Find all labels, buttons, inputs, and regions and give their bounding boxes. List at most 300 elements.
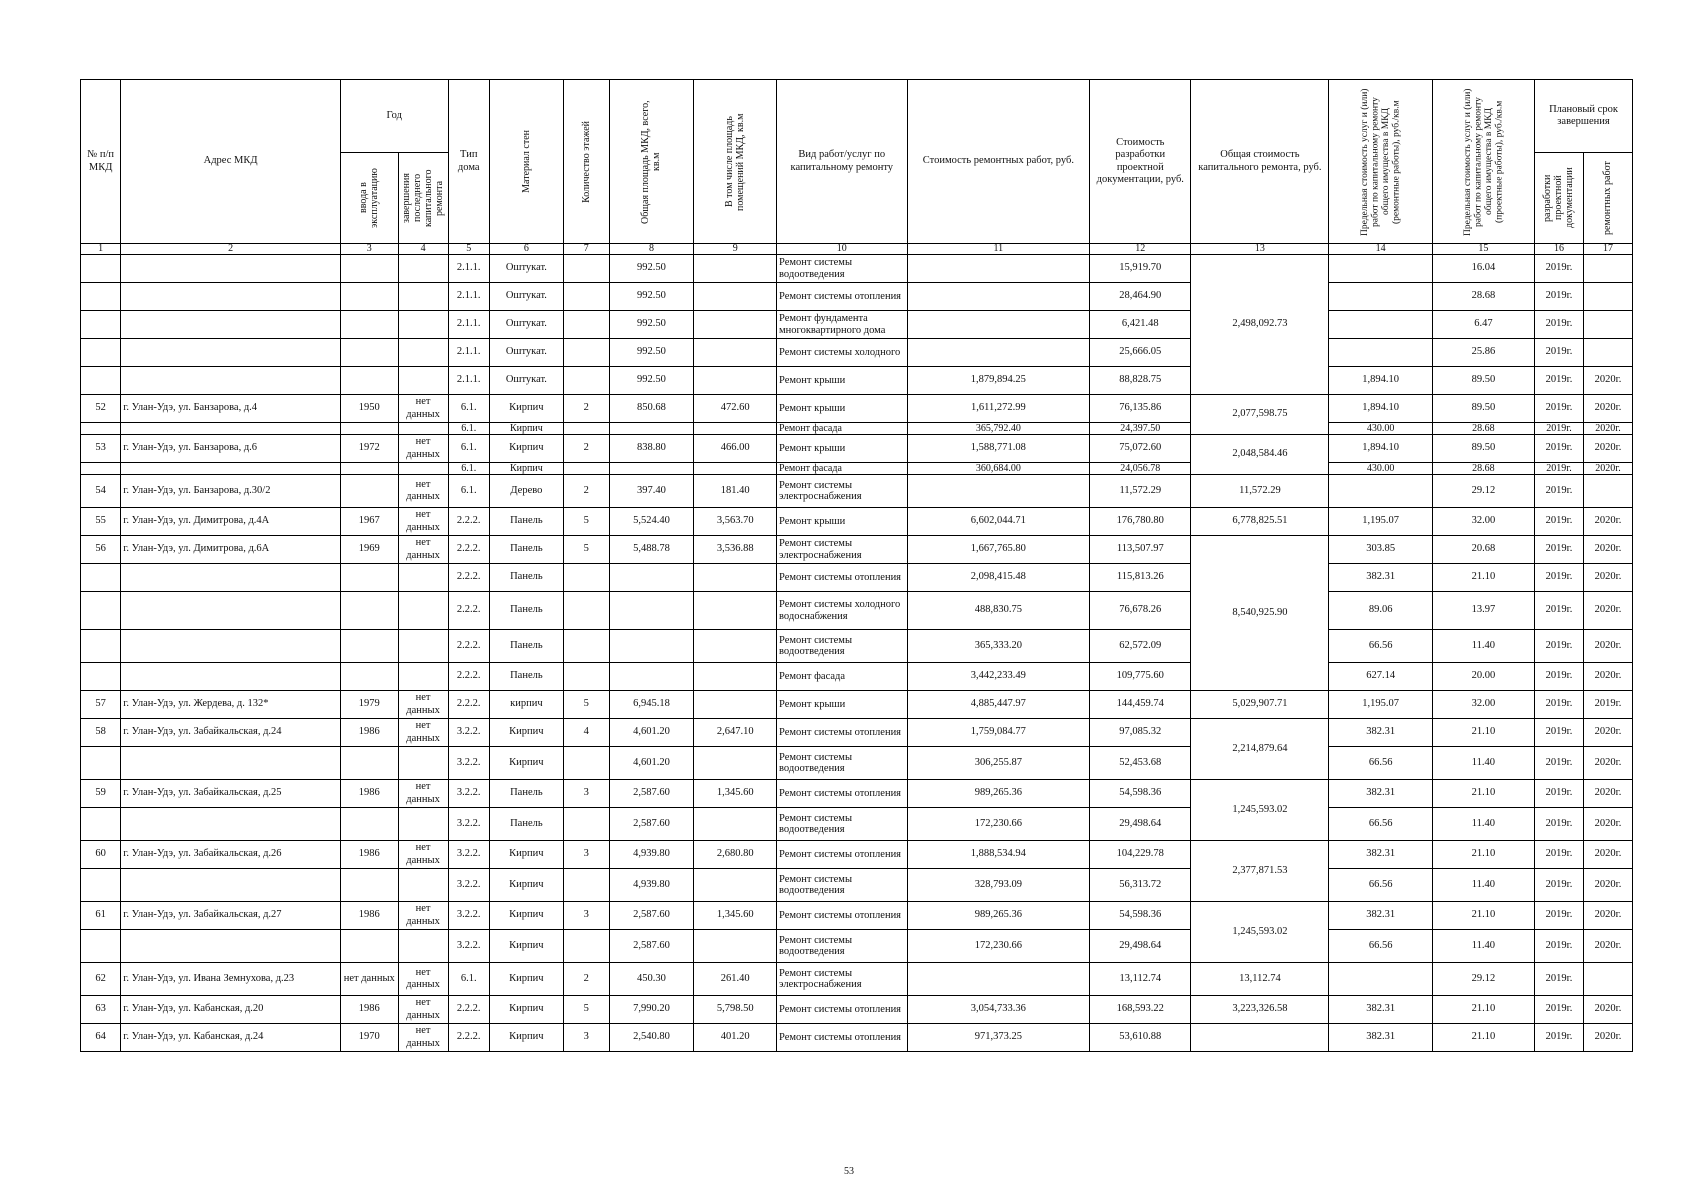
- table-cell: 2019г.: [1535, 463, 1584, 475]
- col-work-header: Вид работ/услуг по капитальному ремонту: [777, 80, 908, 244]
- table-cell: 11,572.29: [1090, 475, 1191, 508]
- table-cell: [121, 423, 341, 435]
- table-cell: 3,054,733.36: [907, 996, 1090, 1024]
- table-cell: 3: [563, 902, 609, 930]
- table-cell: [907, 255, 1090, 283]
- table-cell: 2019г.: [1535, 367, 1584, 395]
- table-cell: 401.20: [694, 1024, 777, 1052]
- col-limit-repair-header: [1329, 80, 1432, 244]
- table-cell: 6.1.: [448, 423, 489, 435]
- table-cell: 1,345.60: [694, 780, 777, 808]
- col-premises-area-label: В том числе площадь помещений МКД, кв.м: [724, 112, 747, 211]
- header-row-1: [81, 80, 1633, 153]
- table-cell: Ремонт крыши: [777, 367, 908, 395]
- table-row: [81, 311, 1633, 339]
- table-cell: 53: [81, 435, 121, 463]
- table-cell: [121, 930, 341, 963]
- total-cost-cell: 13,112.74: [1191, 963, 1329, 996]
- table-row: [81, 339, 1633, 367]
- total-cost-cell: 2,377,871.53: [1191, 841, 1329, 902]
- table-cell: [609, 592, 694, 630]
- table-cell: Оштукат.: [489, 339, 563, 367]
- total-cost-cell: 2,498,092.73: [1191, 255, 1329, 395]
- table-cell: Ремонт системы отопления: [777, 996, 908, 1024]
- table-cell: 3: [563, 841, 609, 869]
- table-cell: 28.68: [1432, 423, 1534, 435]
- table-cell: 13,112.74: [1090, 963, 1191, 996]
- table-cell: 6.47: [1432, 311, 1534, 339]
- table-cell: [340, 592, 398, 630]
- table-cell: [1583, 963, 1632, 996]
- table-cell: 66.56: [1329, 630, 1432, 663]
- table-cell: 2,587.60: [609, 930, 694, 963]
- table-cell: [81, 663, 121, 691]
- table-cell: [81, 283, 121, 311]
- col-repair-cost-header: Стоимость ремонтных работ, руб.: [907, 80, 1090, 244]
- table-cell: 5: [563, 691, 609, 719]
- table-cell: Кирпич: [489, 996, 563, 1024]
- table-cell: нет данных: [398, 780, 448, 808]
- table-cell: [398, 283, 448, 311]
- table-cell: г. Улан-Удэ, ул. Забайкальская, д.27: [121, 902, 341, 930]
- table-cell: 2019г.: [1535, 536, 1584, 564]
- table-cell: [398, 564, 448, 592]
- table-cell: 850.68: [609, 395, 694, 423]
- table-cell: 56: [81, 536, 121, 564]
- table-cell: 2019г.: [1535, 630, 1584, 663]
- table-cell: г. Улан-Удэ, ул. Жердева, д. 132*: [121, 691, 341, 719]
- table-cell: 2.1.1.: [448, 311, 489, 339]
- table-cell: [563, 630, 609, 663]
- col-year-header: Год: [340, 80, 448, 153]
- col-premises-area-header: [694, 80, 777, 244]
- column-number: 1: [81, 244, 121, 255]
- table-cell: Ремонт системы отопления: [777, 902, 908, 930]
- table-cell: [121, 367, 341, 395]
- table-cell: 992.50: [609, 367, 694, 395]
- table-cell: [609, 463, 694, 475]
- col-floors-label: Количество этажей: [580, 120, 592, 203]
- table-cell: [340, 630, 398, 663]
- table-cell: 992.50: [609, 311, 694, 339]
- table-cell: 1,894.10: [1329, 367, 1432, 395]
- table-cell: 430.00: [1329, 423, 1432, 435]
- table-cell: 2,647.10: [694, 719, 777, 747]
- table-cell: 11.40: [1432, 930, 1534, 963]
- table-cell: [398, 255, 448, 283]
- table-cell: 29.12: [1432, 963, 1534, 996]
- table-cell: 66.56: [1329, 930, 1432, 963]
- table-cell: 2,587.60: [609, 902, 694, 930]
- table-cell: 89.50: [1432, 367, 1534, 395]
- table-cell: [694, 592, 777, 630]
- table-cell: [398, 463, 448, 475]
- table-cell: Панель: [489, 508, 563, 536]
- table-cell: Панель: [489, 564, 563, 592]
- col-year-last-repair-header: [398, 153, 448, 244]
- table-cell: 24,056.78: [1090, 463, 1191, 475]
- table-cell: [1329, 339, 1432, 367]
- table-cell: 1986: [340, 719, 398, 747]
- table-cell: 3.2.2.: [448, 747, 489, 780]
- table-cell: 2,098,415.48: [907, 564, 1090, 592]
- table-cell: 2019г.: [1535, 592, 1584, 630]
- table-cell: Ремонт системы водоотведения: [777, 808, 908, 841]
- table-cell: 28,464.90: [1090, 283, 1191, 311]
- table-cell: 2020г.: [1583, 423, 1632, 435]
- table-cell: 29,498.64: [1090, 808, 1191, 841]
- table-cell: 2019г.: [1535, 747, 1584, 780]
- table-cell: 63: [81, 996, 121, 1024]
- table-row: [81, 564, 1633, 592]
- table-cell: [81, 592, 121, 630]
- col-limit-design-label: Предельная стоимость услуг и (или) работ по капитальному ремонту общего имущества в МКД (проектные работы), руб./кв.м: [1462, 87, 1504, 236]
- table-cell: 1,195.07: [1329, 508, 1432, 536]
- col-type-header: Тип дома: [448, 80, 489, 244]
- total-cost-cell: 2,214,879.64: [1191, 719, 1329, 780]
- table-cell: нет данных: [340, 963, 398, 996]
- table-cell: 4,939.80: [609, 869, 694, 902]
- table-cell: Ремонт системы водоотведения: [777, 747, 908, 780]
- table-cell: 28.68: [1432, 463, 1534, 475]
- table-cell: 2.2.2.: [448, 508, 489, 536]
- table-cell: 2020г.: [1583, 395, 1632, 423]
- table-cell: [340, 869, 398, 902]
- table-row: [81, 1024, 1633, 1052]
- col-year-last-repair-label: завершения последнего капитального ремонта: [401, 169, 446, 227]
- table-cell: Ремонт системы отопления: [777, 1024, 908, 1052]
- table-cell: [563, 930, 609, 963]
- table-cell: [121, 869, 341, 902]
- table-cell: 2.1.1.: [448, 255, 489, 283]
- table-cell: [121, 663, 341, 691]
- table-cell: 1,195.07: [1329, 691, 1432, 719]
- table-cell: [1329, 255, 1432, 283]
- table-cell: 1,345.60: [694, 902, 777, 930]
- table-cell: [694, 255, 777, 283]
- table-cell: 1,759,084.77: [907, 719, 1090, 747]
- total-cost-cell: 6,778,825.51: [1191, 508, 1329, 536]
- table-row: [81, 719, 1633, 747]
- table-cell: [563, 663, 609, 691]
- table-row: [81, 508, 1633, 536]
- table-cell: 1950: [340, 395, 398, 423]
- table-row: [81, 592, 1633, 630]
- table-cell: 2.2.2.: [448, 564, 489, 592]
- col-material-header: [489, 80, 563, 244]
- table-cell: 5,798.50: [694, 996, 777, 1024]
- table-row: [81, 963, 1633, 996]
- table-cell: 1986: [340, 841, 398, 869]
- table-row: [81, 747, 1633, 780]
- table-cell: [1329, 963, 1432, 996]
- table-cell: Ремонт системы водоотведения: [777, 255, 908, 283]
- table-cell: Панель: [489, 536, 563, 564]
- table-cell: 989,265.36: [907, 902, 1090, 930]
- table-cell: 176,780.80: [1090, 508, 1191, 536]
- document-page: [80, 79, 1633, 1052]
- table-cell: 2019г.: [1535, 691, 1584, 719]
- table-cell: 24,397.50: [1090, 423, 1191, 435]
- table-cell: 21.10: [1432, 902, 1534, 930]
- table-cell: Ремонт фундамента многоквартирного дома: [777, 311, 908, 339]
- table-cell: 2019г.: [1535, 283, 1584, 311]
- table-cell: [340, 463, 398, 475]
- page-number: 53: [844, 1166, 854, 1177]
- table-cell: [694, 339, 777, 367]
- table-cell: 2020г.: [1583, 435, 1632, 463]
- table-cell: 2019г.: [1535, 311, 1584, 339]
- table-cell: г. Улан-Удэ, ул. Забайкальская, д.26: [121, 841, 341, 869]
- table-cell: 1986: [340, 780, 398, 808]
- table-cell: 382.31: [1329, 902, 1432, 930]
- table-cell: 2020г.: [1583, 1024, 1632, 1052]
- table-row: [81, 283, 1633, 311]
- table-cell: 53,610.88: [1090, 1024, 1191, 1052]
- table-cell: 360,684.00: [907, 463, 1090, 475]
- table-row: [81, 691, 1633, 719]
- table-cell: 89.50: [1432, 395, 1534, 423]
- table-cell: [1329, 283, 1432, 311]
- table-cell: 2020г.: [1583, 564, 1632, 592]
- table-cell: [121, 630, 341, 663]
- table-cell: [398, 663, 448, 691]
- table-cell: 13.97: [1432, 592, 1534, 630]
- table-cell: 32.00: [1432, 508, 1534, 536]
- table-cell: 59: [81, 780, 121, 808]
- table-cell: 3.2.2.: [448, 869, 489, 902]
- table-cell: [563, 423, 609, 435]
- table-cell: 54,598.36: [1090, 902, 1191, 930]
- table-cell: 11.40: [1432, 747, 1534, 780]
- table-cell: Панель: [489, 663, 563, 691]
- table-cell: [1583, 283, 1632, 311]
- table-cell: 1979: [340, 691, 398, 719]
- table-cell: 88,828.75: [1090, 367, 1191, 395]
- table-cell: [81, 423, 121, 435]
- table-cell: [563, 592, 609, 630]
- table-cell: 261.40: [694, 963, 777, 996]
- table-cell: [340, 747, 398, 780]
- table-cell: Ремонт системы отопления: [777, 564, 908, 592]
- table-cell: 382.31: [1329, 719, 1432, 747]
- table-row: [81, 463, 1633, 475]
- table-cell: 54,598.36: [1090, 780, 1191, 808]
- table-cell: Ремонт системы холодного: [777, 339, 908, 367]
- table-cell: Кирпич: [489, 719, 563, 747]
- table-cell: [340, 367, 398, 395]
- table-cell: 989,265.36: [907, 780, 1090, 808]
- table-cell: [340, 311, 398, 339]
- total-cost-cell: 8,540,925.90: [1191, 536, 1329, 691]
- table-cell: [398, 630, 448, 663]
- table-row: [81, 902, 1633, 930]
- table-cell: 52: [81, 395, 121, 423]
- table-cell: [694, 564, 777, 592]
- table-row: [81, 423, 1633, 435]
- table-cell: [398, 311, 448, 339]
- table-cell: [694, 869, 777, 902]
- table-cell: 76,135.86: [1090, 395, 1191, 423]
- table-row: [81, 255, 1633, 283]
- table-cell: 2020г.: [1583, 592, 1632, 630]
- table-cell: [81, 339, 121, 367]
- column-number: 17: [1583, 244, 1632, 255]
- table-row: [81, 630, 1633, 663]
- table-cell: [81, 367, 121, 395]
- table-cell: 838.80: [609, 435, 694, 463]
- table-cell: нет данных: [398, 841, 448, 869]
- total-cost-cell: [1191, 1024, 1329, 1052]
- table-cell: [609, 423, 694, 435]
- table-cell: [340, 283, 398, 311]
- table-cell: 1,894.10: [1329, 435, 1432, 463]
- table-cell: Дерево: [489, 475, 563, 508]
- table-cell: [81, 747, 121, 780]
- table-cell: 2019г.: [1535, 475, 1584, 508]
- table-cell: 450.30: [609, 963, 694, 996]
- col-address-header: Адрес МКД: [121, 80, 341, 244]
- column-number: 9: [694, 244, 777, 255]
- table-row: [81, 663, 1633, 691]
- table-cell: Ремонт системы отопления: [777, 841, 908, 869]
- table-cell: 1986: [340, 996, 398, 1024]
- table-cell: [694, 808, 777, 841]
- table-cell: [121, 311, 341, 339]
- total-cost-cell: 1,245,593.02: [1191, 780, 1329, 841]
- table-cell: [1583, 255, 1632, 283]
- table-cell: 2: [563, 475, 609, 508]
- table-cell: [694, 663, 777, 691]
- table-cell: нет данных: [398, 963, 448, 996]
- col-design-cost-header: Стоимость разработки проектной документации, руб.: [1090, 80, 1191, 244]
- table-cell: 2.2.2.: [448, 1024, 489, 1052]
- table-cell: 992.50: [609, 255, 694, 283]
- table-row: [81, 367, 1633, 395]
- table-cell: [563, 564, 609, 592]
- table-cell: [694, 423, 777, 435]
- table-cell: Оштукат.: [489, 367, 563, 395]
- table-cell: Ремонт крыши: [777, 395, 908, 423]
- column-number: 7: [563, 244, 609, 255]
- table-cell: 2020г.: [1583, 996, 1632, 1024]
- table-cell: [907, 311, 1090, 339]
- table-cell: 430.00: [1329, 463, 1432, 475]
- table-cell: 5: [563, 996, 609, 1024]
- column-number: 2: [121, 244, 341, 255]
- table-cell: [81, 564, 121, 592]
- table-cell: 55: [81, 508, 121, 536]
- table-cell: 5: [563, 508, 609, 536]
- table-cell: [398, 808, 448, 841]
- table-cell: 382.31: [1329, 841, 1432, 869]
- col-total-area-header: [609, 80, 694, 244]
- table-cell: [694, 463, 777, 475]
- table-cell: [609, 663, 694, 691]
- table-cell: Панель: [489, 592, 563, 630]
- table-row: [81, 395, 1633, 423]
- table-cell: [563, 463, 609, 475]
- table-cell: 2.2.2.: [448, 691, 489, 719]
- table-cell: Ремонт крыши: [777, 435, 908, 463]
- table-cell: нет данных: [398, 475, 448, 508]
- table-row: [81, 996, 1633, 1024]
- table-cell: 104,229.78: [1090, 841, 1191, 869]
- table-cell: 1,667,765.80: [907, 536, 1090, 564]
- table-cell: [340, 475, 398, 508]
- table-cell: Ремонт системы электроснабжения: [777, 475, 908, 508]
- table-cell: 3,536.88: [694, 536, 777, 564]
- table-row: [81, 808, 1633, 841]
- table-cell: г. Улан-Удэ, ул. Димитрова, д.4А: [121, 508, 341, 536]
- column-number-row: [81, 244, 1633, 255]
- table-cell: 971,373.25: [907, 1024, 1090, 1052]
- table-cell: Панель: [489, 630, 563, 663]
- table-cell: 2019г.: [1535, 395, 1584, 423]
- table-cell: [1329, 311, 1432, 339]
- table-cell: 61: [81, 902, 121, 930]
- table-cell: 992.50: [609, 339, 694, 367]
- table-cell: Ремонт системы водоотведения: [777, 630, 908, 663]
- table-cell: 64: [81, 1024, 121, 1052]
- table-cell: Кирпич: [489, 869, 563, 902]
- table-cell: 3.2.2.: [448, 719, 489, 747]
- table-cell: Ремонт системы холодного водоснабжения: [777, 592, 908, 630]
- table-cell: 2020г.: [1583, 930, 1632, 963]
- col-limit-repair-label: Предельная стоимость услуг и (или) работ по капитальному ремонту общего имущества в МКД (ремонтные работы), руб./кв.м: [1359, 87, 1402, 236]
- table-cell: 6,602,044.71: [907, 508, 1090, 536]
- table-cell: 2.1.1.: [448, 367, 489, 395]
- table-cell: 3: [563, 1024, 609, 1052]
- table-cell: 56,313.72: [1090, 869, 1191, 902]
- column-number: 14: [1329, 244, 1432, 255]
- table-cell: 181.40: [694, 475, 777, 508]
- table-cell: Ремонт фасада: [777, 463, 908, 475]
- table-cell: 1972: [340, 435, 398, 463]
- table-cell: 7,990.20: [609, 996, 694, 1024]
- table-cell: 66.56: [1329, 808, 1432, 841]
- table-cell: Оштукат.: [489, 311, 563, 339]
- table-cell: 3.2.2.: [448, 930, 489, 963]
- table-cell: [563, 255, 609, 283]
- table-cell: 2019г.: [1535, 435, 1584, 463]
- column-number: 13: [1191, 244, 1329, 255]
- table-cell: 3,442,233.49: [907, 663, 1090, 691]
- table-cell: [340, 564, 398, 592]
- table-cell: [81, 930, 121, 963]
- col-deadline-repair-header: [1583, 153, 1632, 244]
- table-cell: 1,588,771.08: [907, 435, 1090, 463]
- table-cell: 2: [563, 963, 609, 996]
- table-cell: [609, 564, 694, 592]
- table-cell: 397.40: [609, 475, 694, 508]
- table-cell: 21.10: [1432, 996, 1534, 1024]
- col-year-commission-label: ввода в эксплуатацию: [358, 168, 381, 228]
- table-cell: Оштукат.: [489, 283, 563, 311]
- col-deadline-design-header: [1535, 153, 1584, 244]
- column-number: 11: [907, 244, 1090, 255]
- column-number: 15: [1432, 244, 1534, 255]
- table-cell: 328,793.09: [907, 869, 1090, 902]
- table-cell: 1,879,894.25: [907, 367, 1090, 395]
- table-body: [81, 255, 1633, 1052]
- table-cell: 472.60: [694, 395, 777, 423]
- table-cell: 172,230.66: [907, 930, 1090, 963]
- table-cell: 6.1.: [448, 463, 489, 475]
- col-total-cost-header: Общая стоимость капитального ремонта, руб.: [1191, 80, 1329, 244]
- table-cell: 3,563.70: [694, 508, 777, 536]
- table-cell: 466.00: [694, 435, 777, 463]
